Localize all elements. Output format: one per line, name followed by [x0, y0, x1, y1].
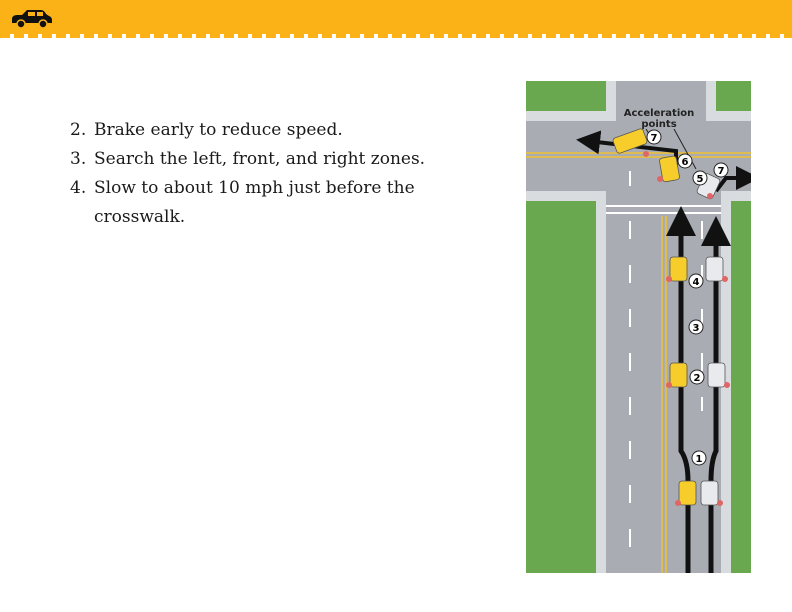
step-number: 2.: [70, 120, 87, 140]
callout-label: points: [641, 119, 677, 130]
svg-text:7: 7: [650, 133, 658, 144]
step-text: Slow to about 10 mph just before the crosswalk.: [94, 178, 415, 227]
top-banner: [0, 0, 792, 38]
banner-dashed-edge: [0, 34, 792, 38]
step-marker: [647, 130, 661, 144]
steps-list: [70, 116, 490, 232]
svg-text:1: 1: [695, 454, 703, 465]
step-marker: [714, 163, 728, 177]
svg-text:4: 4: [692, 277, 700, 288]
svg-text:6: 6: [681, 157, 689, 168]
step-marker: [678, 154, 692, 168]
grass-corner: [716, 81, 751, 111]
step-marker: [689, 320, 703, 334]
grass-corner: [526, 81, 606, 111]
callout-label: Acceleration: [623, 108, 695, 119]
svg-text:7: 7: [717, 166, 725, 177]
step-item: [70, 174, 490, 232]
svg-text:2: 2: [693, 373, 701, 384]
step-marker: [692, 451, 706, 465]
step-number: 3.: [70, 149, 87, 169]
svg-text:3: 3: [692, 323, 700, 334]
step-text: Search the left, front, and right zones.: [94, 149, 426, 169]
step-text: Brake early to reduce speed.: [94, 120, 343, 140]
intersection-diagram: [526, 81, 751, 573]
step-item: [70, 145, 490, 174]
grass-right: [731, 201, 751, 573]
step-marker: [693, 171, 707, 185]
car-icon: [10, 6, 54, 30]
grass-left: [526, 201, 596, 573]
step-marker: [690, 370, 704, 384]
step-number: 4.: [70, 178, 87, 198]
step-marker: [689, 274, 703, 288]
svg-text:5: 5: [696, 174, 704, 185]
step-item: [70, 116, 490, 145]
